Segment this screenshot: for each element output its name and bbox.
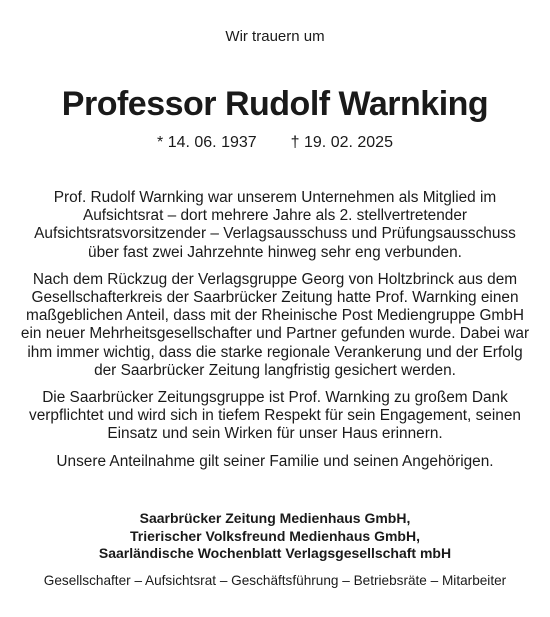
footer-line: Gesellschafter – Aufsichtsrat – Geschäftsführung – Betriebsräte – Mitarbeiter — [43, 573, 507, 588]
death-date: † 19. 02. 2025 — [290, 134, 393, 151]
notice-body — [20, 189, 530, 471]
paragraph: Unsere Anteilnahme gilt seiner Familie und seinen Angehörigen. — [56, 452, 494, 470]
birth-date: * 14. 06. 1937 — [157, 134, 257, 151]
signatory: Saarbrücker Zeitung Medienhaus GmbH, — [139, 510, 411, 526]
paragraph: Prof. Rudolf Warnking war unserem Unternehmen als Mitglied im Aufsichtsrat – dort mehrere Jahre als 2. stellvertretender Aufsichtsratsvorsitzender – Verlagsausschuss und Prüfungsausschuss über fast zwei Jahrzehnte hinweg sehr eng verbunden. — [34, 189, 516, 261]
intro-line: Wir trauern um — [225, 28, 325, 45]
life-dates — [0, 133, 550, 153]
signatories — [0, 510, 550, 563]
paragraph: Die Saarbrücker Zeitungsgruppe ist Prof. Warnking zu großem Dank verpflichtet und wird sich in tiefem Respekt für sein Engagement, seinen Einsatz und sein Wirken für unser Haus erinnern. — [29, 389, 521, 443]
signatory: Trierischer Volksfreund Medienhaus GmbH, — [130, 527, 420, 544]
deceased-name: Professor Rudolf Warnking — [61, 85, 489, 123]
paragraph: Nach dem Rückzug der Verlagsgruppe Georg von Holtzbrinck aus dem Gesellschafterkreis der Saarbrücker Zeitung hatte Prof. Warnking einen maßgeblichen Anteil, dass mit der Rheinische Post Mediengruppe GmbH ein neuer Mehrheitsgesellschafter und Partner gefunden wurde. Dabei war ihm immer wichtig, dass die starke regionale Verankerung und der Erfolg der Saarbrücker Zeitung langfristig gesichert werden. — [20, 270, 530, 379]
signatory: Saarländische Wochenblatt Verlagsgesellschaft mbH — [98, 545, 452, 561]
